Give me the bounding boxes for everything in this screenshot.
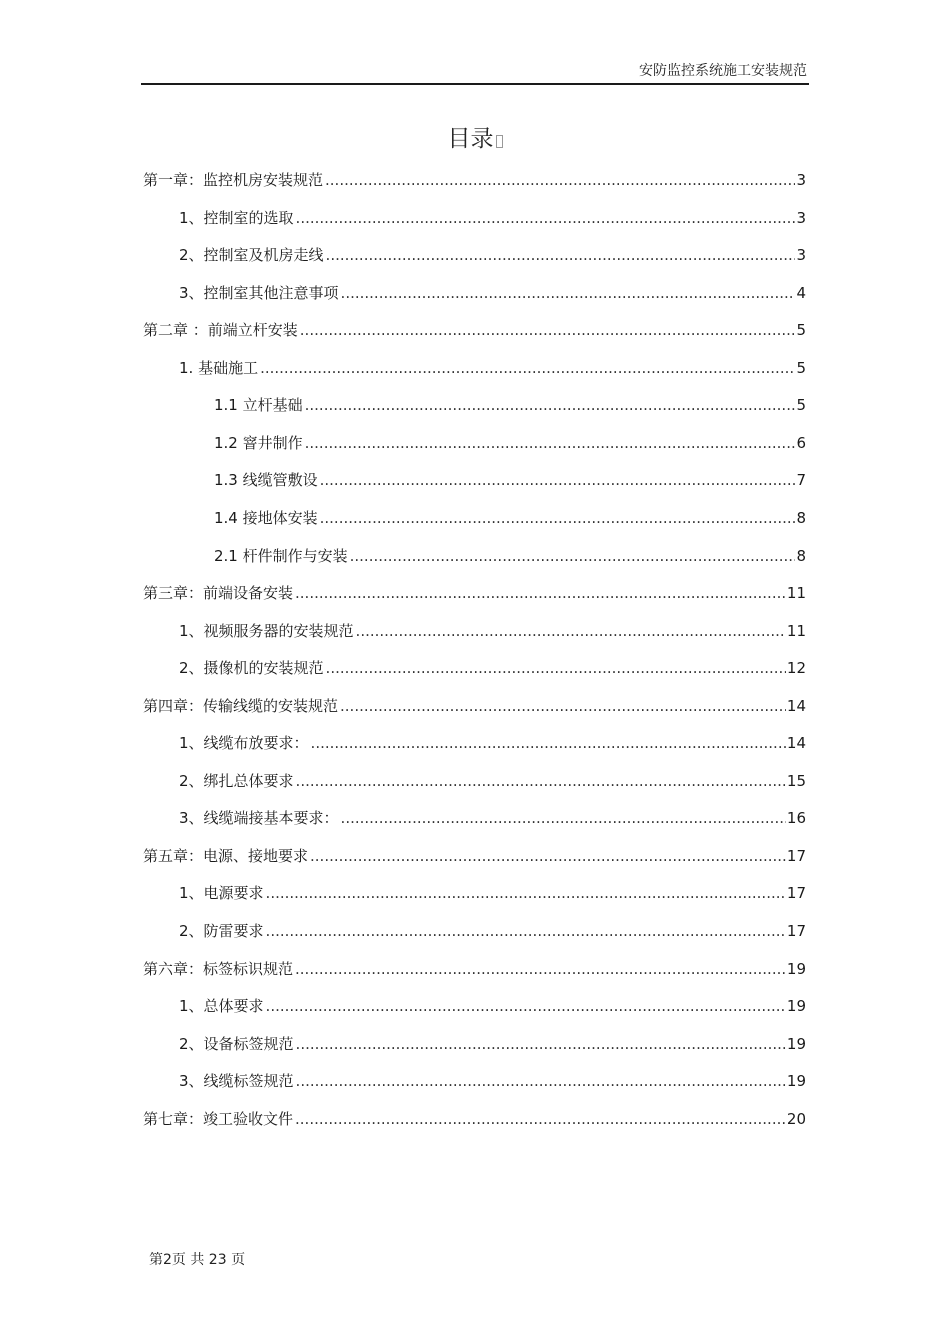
toc-entry-page-number: 6: [796, 434, 806, 452]
toc-entry-page-number: 7: [796, 471, 806, 489]
toc-entry-page-number: 4: [796, 284, 806, 302]
toc-entry-page-number: 8: [796, 509, 806, 527]
toc-dot-leader: [310, 845, 786, 867]
toc-entry[interactable]: [143, 695, 806, 717]
toc-entry-page-number: 3: [796, 209, 806, 227]
toc-dot-leader: [341, 282, 796, 304]
toc-entry-page-number: 20: [786, 1110, 806, 1128]
toc-entry[interactable]: [179, 807, 806, 829]
toc-dot-leader: [326, 244, 796, 266]
toc-entry-label: 1.1 立杆基础: [214, 396, 303, 414]
toc-entry[interactable]: [214, 432, 806, 454]
toc-entry[interactable]: [143, 169, 806, 191]
toc-entry-page-number: 11: [786, 584, 806, 602]
toc-dot-leader: [295, 582, 786, 604]
toc-entry[interactable]: [214, 507, 806, 529]
toc-entry[interactable]: [179, 1070, 806, 1092]
toc-entry[interactable]: [214, 394, 806, 416]
toc-entry-page-number: 5: [796, 359, 806, 377]
toc-dot-leader: [296, 770, 786, 792]
toc-entry-label: 第六章：标签标识规范: [143, 960, 294, 978]
toc-entry-label: 第五章：电源、接地要求: [143, 847, 309, 865]
toc-entry-label: 1、控制室的选取: [179, 209, 294, 227]
toc-entry[interactable]: [179, 657, 806, 679]
toc-entry-label: 第三章：前端设备安装: [143, 584, 294, 602]
toc-entry-page-number: 3: [796, 171, 806, 189]
toc-title-text: 目录: [447, 126, 494, 152]
toc-entry-page-number: 14: [786, 734, 806, 752]
toc-entry-label: 第二章 ：前端立杆安装: [143, 321, 298, 339]
toc-entry-label: 2、摄像机的安装规范: [179, 659, 324, 677]
toc-dot-leader: [295, 958, 786, 980]
toc-entry-label: 2、绑扎总体要求: [179, 772, 294, 790]
toc-entry-label: 2、控制室及机房走线: [179, 246, 324, 264]
toc-entry-label: 第一章：监控机房安装规范: [143, 171, 324, 189]
toc-entry-page-number: 8: [796, 547, 806, 565]
toc-dot-leader: [350, 545, 796, 567]
toc-entry[interactable]: [179, 920, 806, 942]
toc-entry[interactable]: [179, 244, 806, 266]
toc-entry-label: 1、视频服务器的安装规范: [179, 622, 354, 640]
toc-entry-page-number: 19: [786, 1035, 806, 1053]
toc-entry-page-number: 14: [786, 697, 806, 715]
toc-dot-leader: [311, 732, 786, 754]
toc-entry-label: 第七章：竣工验收文件: [143, 1110, 294, 1128]
toc-entry-label: 2、防雷要求: [179, 922, 264, 940]
toc-entry[interactable]: [143, 582, 806, 604]
toc-entry[interactable]: [179, 620, 806, 642]
toc-entry[interactable]: [214, 545, 806, 567]
toc-dot-leader: [295, 1108, 786, 1130]
toc-entry-label: 1. 基础施工: [179, 359, 259, 377]
toc-dot-leader: [266, 995, 786, 1017]
toc-entry-page-number: 11: [786, 622, 806, 640]
toc-entry-label: 3、线缆标签规范: [179, 1072, 294, 1090]
toc-dot-leader: [340, 695, 786, 717]
toc-entry-page-number: 5: [796, 396, 806, 414]
toc-dot-leader: [320, 507, 796, 529]
toc-entry-page-number: 12: [786, 659, 806, 677]
toc-entry[interactable]: [179, 732, 806, 754]
toc-entry[interactable]: [179, 282, 806, 304]
toc-entry-page-number: 5: [796, 321, 806, 339]
toc-entry-page-number: 17: [786, 884, 806, 902]
toc-entry-label: 1、线缆布放要求：: [179, 734, 309, 752]
toc-entry-page-number: 17: [786, 847, 806, 865]
toc-entry[interactable]: [179, 770, 806, 792]
toc-entry[interactable]: [143, 958, 806, 980]
page-footer: 第2页 共 23 页: [149, 1252, 246, 1268]
toc-dot-leader: [260, 357, 795, 379]
toc-entry[interactable]: [143, 319, 806, 341]
toc-entry-page-number: 15: [786, 772, 806, 790]
toc-dot-leader: [296, 1070, 786, 1092]
toc-dot-leader: [305, 394, 796, 416]
toc-entry-label: 3、控制室其他注意事项: [179, 284, 339, 302]
toc-entry[interactable]: [179, 357, 806, 379]
toc-dot-leader: [356, 620, 786, 642]
toc-dot-leader: [325, 169, 795, 191]
toc-entry[interactable]: [214, 469, 806, 491]
toc-entry-label: 2、设备标签规范: [179, 1035, 294, 1053]
toc-entry[interactable]: [179, 882, 806, 904]
toc-dot-leader: [296, 207, 796, 229]
toc-entry-label: 第四章：传输线缆的安装规范: [143, 697, 339, 715]
toc-entry[interactable]: [179, 207, 806, 229]
toc-entry[interactable]: [143, 845, 806, 867]
header-document-title: 安防监控系统施工安装规范: [639, 63, 807, 79]
toc-entry-label: 1.2 窨井制作: [214, 434, 303, 452]
toc-entry[interactable]: [179, 1033, 806, 1055]
toc-dot-leader: [300, 319, 796, 341]
toc-entry-label: 1.4 接地体安装: [214, 509, 318, 527]
toc-dot-leader: [326, 657, 786, 679]
toc-dot-leader: [296, 1033, 786, 1055]
toc-entry-page-number: 16: [786, 809, 806, 827]
toc-entry-label: 1.3 线缆管敷设: [214, 471, 318, 489]
toc-entry[interactable]: [179, 995, 806, 1017]
toc-dot-leader: [305, 432, 796, 454]
toc-entry-label: 3、线缆端接基本要求：: [179, 809, 339, 827]
toc-dot-leader: [266, 920, 786, 942]
toc-entry-label: 1、电源要求: [179, 884, 264, 902]
toc-dot-leader: [341, 807, 786, 829]
toc-entry[interactable]: [143, 1108, 806, 1130]
toc-entry-page-number: 17: [786, 922, 806, 940]
toc-entry-page-number: 19: [786, 1072, 806, 1090]
toc-entry-label: 1、总体要求: [179, 997, 264, 1015]
toc-entry-page-number: 19: [786, 997, 806, 1015]
toc-entry-label: 2.1 杆件制作与安装: [214, 547, 348, 565]
toc-entry-page-number: 19: [786, 960, 806, 978]
toc-dot-leader: [266, 882, 786, 904]
toc-dot-leader: [320, 469, 796, 491]
toc-entry-page-number: 3: [796, 246, 806, 264]
